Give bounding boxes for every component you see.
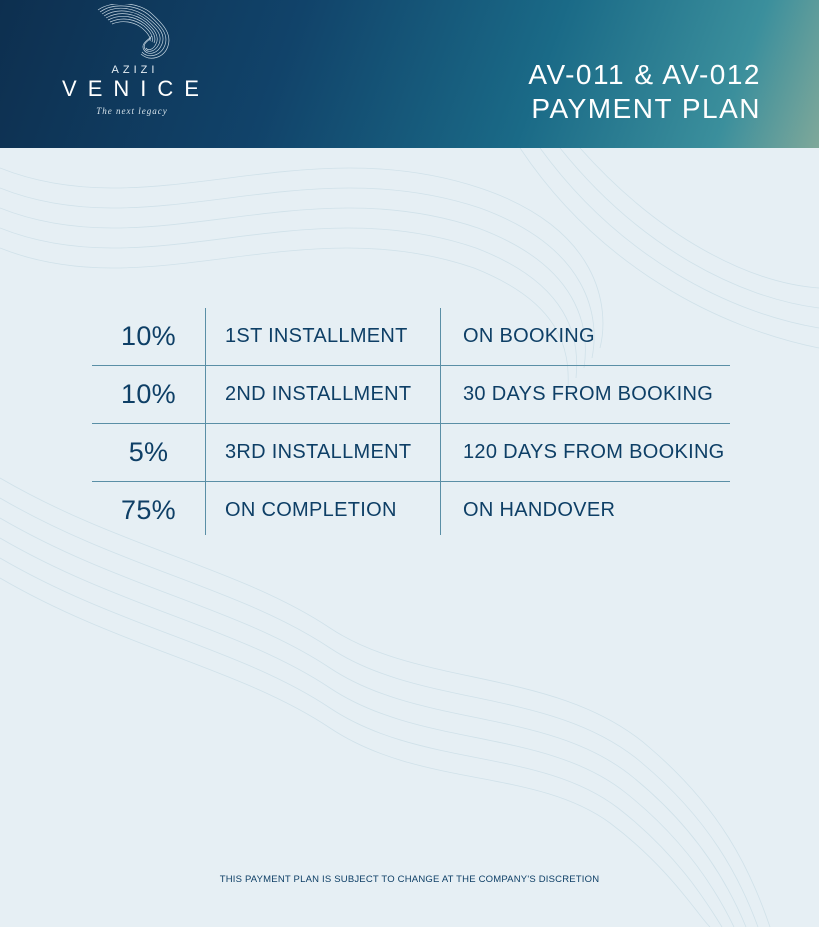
disclaimer-text: THIS PAYMENT PLAN IS SUBJECT TO CHANGE AT THE COMPANY'S DISCRETION: [219, 874, 600, 885]
title-line-2: PAYMENT PLAN: [531, 93, 761, 124]
installment-cell: 1ST INSTALLMENT: [225, 325, 408, 347]
wave-logo-icon: [96, 4, 172, 62]
percent-cell: 10%: [121, 379, 176, 409]
brand-name: VENICE: [62, 76, 210, 101]
title-line-1: AV-011 & AV-012: [528, 59, 761, 90]
brand-small-text: AZIZI: [111, 64, 159, 76]
timing-cell: ON HANDOVER: [463, 499, 616, 521]
timing-cell: 30 DAYS FROM BOOKING: [463, 383, 714, 405]
percent-cell: 10%: [121, 321, 176, 351]
percent-cell: 75%: [121, 495, 176, 525]
table-row: [92, 308, 730, 366]
percent-cell: 5%: [128, 437, 169, 467]
table-row: [92, 366, 730, 424]
installment-cell: 3RD INSTALLMENT: [225, 441, 412, 463]
table-row: [92, 482, 730, 539]
page-title: [528, 58, 761, 126]
timing-cell: ON BOOKING: [463, 325, 595, 347]
installment-cell: ON COMPLETION: [225, 499, 397, 521]
installment-cell: 2ND INSTALLMENT: [225, 383, 412, 405]
brand-tagline: The next legacy: [96, 106, 168, 116]
timing-cell: 120 DAYS FROM BOOKING: [463, 441, 725, 463]
payment-plan-table: [92, 308, 730, 539]
table-row: [92, 424, 730, 482]
header-banner: [0, 0, 819, 148]
